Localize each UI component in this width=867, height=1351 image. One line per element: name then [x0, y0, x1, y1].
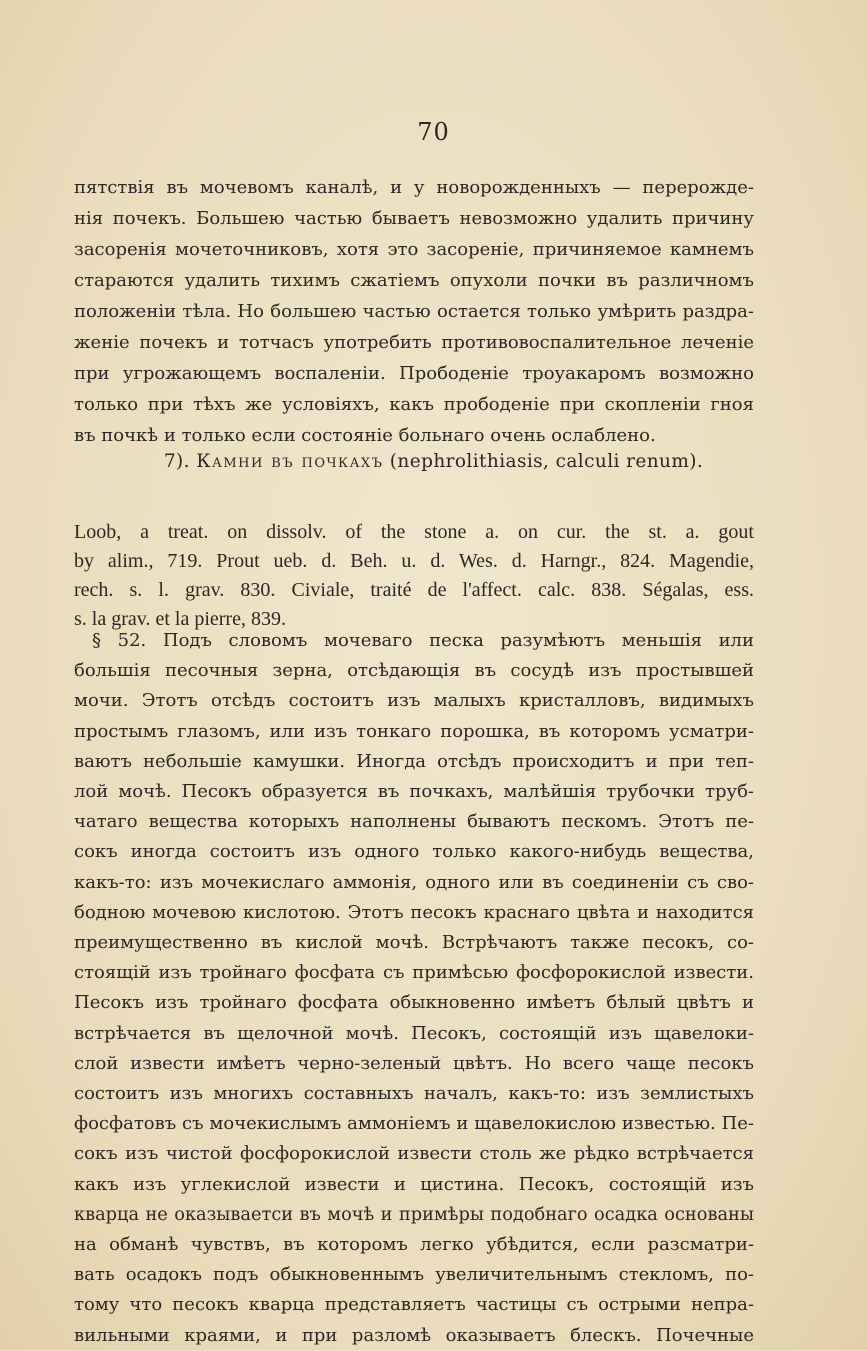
text-line: на обманѣ чувствъ, въ которомъ легко убѣдится, если разсматри- [74, 1234, 754, 1256]
text-line: стараются удалить тихимъ сжатіемъ опухоли почки въ различномъ [74, 270, 754, 291]
text-line: кварца не оказываетси въ мочѣ и примѣры подобнаго осадка основаны [74, 1204, 754, 1225]
text-line: преимущественно въ кислой мочѣ. Встрѣчаютъ также песокъ, со- [74, 932, 754, 954]
section-heading [0, 451, 867, 472]
reference-line: rech. s. l. grav. 830. Civiale, traité de l'affect. calc. 838. Ségalas, ess. [74, 579, 754, 601]
section-latin-title: (nephrolithiasis, calculi renum). [389, 451, 704, 472]
text-line: при угрожающемъ воспаленіи. Прободеніе троуакаромъ возможно [74, 363, 754, 384]
text-line: фосфатовъ съ мочекислымъ аммоніемъ и щавелокислою известью. Пе- [74, 1113, 754, 1135]
text-line: засоренія мочеточниковъ, хотя это засореніе, причиняемое камнемъ [74, 239, 754, 260]
text-line: какъ-то: изъ мочекислаго аммонія, одного или въ соединеніи съ сво- [74, 871, 754, 893]
text-line: встрѣчается въ щелочной мочѣ. Песокъ, состоящій изъ щавелоки- [74, 1022, 754, 1044]
text-line: женіе почекъ и тотчасъ употребить противовоспалительное леченіе [74, 332, 754, 353]
text-line: въ почкѣ и только если состояніе больнаго очень ослаблено. [74, 425, 656, 446]
text-line: сокъ иногда состоитъ изъ одного только какого-нибудь вещества, [74, 841, 754, 863]
text-line: Песокъ изъ тройнаго фосфата обыкновенно имѣетъ бѣлый цвѣтъ и [74, 992, 754, 1014]
section-number: 7). [163, 451, 190, 472]
section-title: Камни въ почкахъ [196, 451, 384, 472]
text-line: сокъ изъ чистой фосфорокислой извести столь же рѣдко встрѣчается [74, 1143, 754, 1165]
page-number: 70 [417, 118, 450, 146]
text-line: вать осадокъ подъ обыкновеннымъ увеличительнымъ стекломъ, по- [74, 1264, 754, 1286]
text-line: ваютъ небольшіе камушки. Иногда отсѣдъ происходитъ и при теп- [74, 750, 754, 772]
paragraph-urinary-sand [74, 626, 754, 1351]
text-line: только при тѣхъ же условіяхъ, какъ прободеніе при скопленіи гноя [74, 394, 754, 415]
text-line: нія почекъ. Большею частью бываетъ невозможно удалить причину [74, 208, 754, 229]
text-line: состоитъ изъ многихъ составныхъ началъ, какъ-то: изъ землистыхъ [74, 1083, 754, 1105]
text-line: чатаго вещества которыхъ наполнены бываютъ пескомъ. Этотъ пе- [74, 811, 754, 833]
text-line: положеніи тѣла. Но большею частью остается только умѣрить раздра- [74, 301, 754, 322]
paragraph-kidney-obstruction [74, 172, 754, 451]
text-line: мочи. Этотъ отсѣдъ состоитъ изъ малыхъ кристалловъ, видимыхъ [74, 690, 754, 712]
text-line: большія песочныя зерна, отсѣдающія въ сосудѣ изъ простывшей [74, 660, 754, 682]
text-line: стоящій изъ тройнаго фосфата съ примѣсью фосфорокислой извести. [74, 962, 754, 984]
text-line: тому что песокъ кварца представляетъ частицы съ острыми непра- [74, 1294, 754, 1316]
text-line: какъ изъ углекислой извести и цистина. Песокъ, состоящій изъ [74, 1173, 754, 1195]
text-line: пятствія въ мочевомъ каналѣ, и у новорожденныхъ — перерожде- [74, 177, 754, 198]
reference-line: Loob, a treat. on dissolv. of the stone a. on cur. the st. a. gout [74, 521, 754, 543]
text-line: простымъ глазомъ, или изъ тонкаго порошка, въ которомъ усматри- [74, 720, 754, 742]
reference-line: s. la grav. et la pierre, 839. [74, 608, 286, 630]
text-line: слой извести имѣетъ черно-зеленый цвѣтъ. Но всего чаще песокъ [74, 1052, 754, 1074]
references [74, 518, 754, 634]
text-line: § 52. Подъ словомъ мочеваго песка разумѣютъ меньшія или [92, 630, 754, 651]
text-line: бодною мочевою кислотою. Этотъ песокъ краснаго цвѣта и находится [74, 901, 754, 923]
text-line: вильными краями, и при разломѣ оказываетъ блескъ. Почечные [74, 1324, 754, 1346]
text-line: лой мочѣ. Песокъ образуется въ почкахъ, малѣйшія трубочки труб- [74, 781, 754, 803]
reference-line: by alim., 719. Prout ueb. d. Beh. u. d. Wes. d. Harngr., 824. Magendie, [74, 550, 754, 572]
